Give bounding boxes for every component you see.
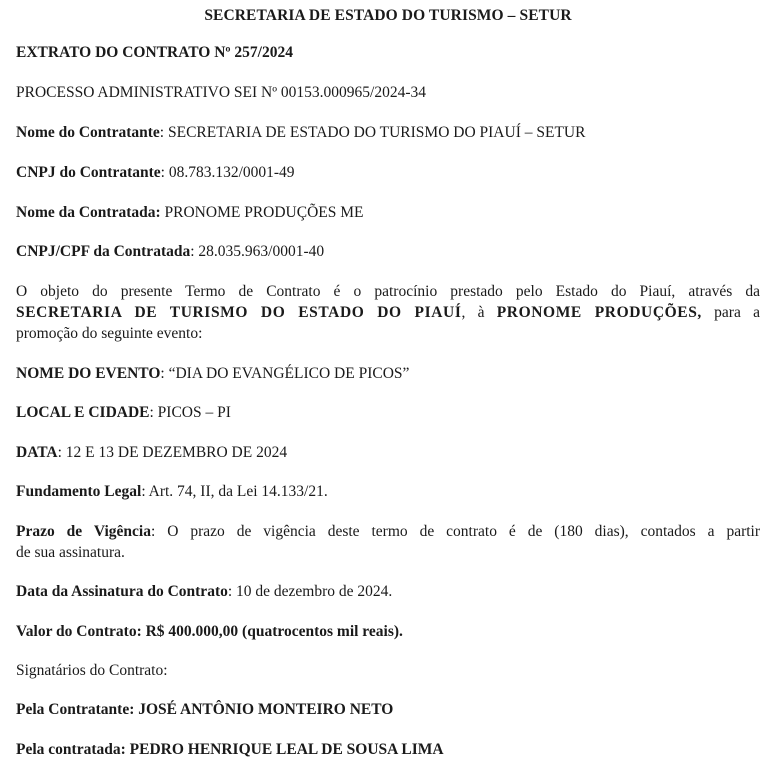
contratada-label: Nome da Contratada:	[16, 204, 161, 221]
signatario-contratada-label: Pela contratada	[16, 741, 121, 758]
data-label: DATA	[16, 444, 58, 461]
contratada-value: PRONOME PRODUÇÕES ME	[160, 204, 364, 221]
objeto-org: SECRETARIA DE TURISMO DO ESTADO DO PIAUÍ	[16, 304, 462, 321]
objeto-line-1: O objeto do presente Termo de Contrato é o patrocínio prestado pelo Estado do Piauí, através da	[16, 283, 760, 300]
local-value: : PICOS – PI	[149, 404, 231, 421]
signatario-contratada-line	[16, 740, 444, 760]
local-line	[16, 403, 231, 423]
objeto-mid: , à	[461, 304, 497, 321]
processo-line: PROCESSO ADMINISTRATIVO SEI Nº 00153.000965/2024-34	[16, 84, 426, 101]
signatarios-title: Signatários do Contrato:	[16, 662, 168, 679]
prazo-paragraph	[16, 521, 760, 563]
contratada-line	[16, 203, 363, 223]
contratante-value: : SECRETARIA DE ESTADO DO TURISMO DO PIAUÍ – SETUR	[159, 124, 586, 141]
prazo-line-2: de sua assinatura.	[16, 544, 125, 561]
objeto-line-3: promoção do seguinte evento:	[16, 325, 203, 342]
prazo-value-1: : O prazo de vigência deste termo de contrato é de (180 dias), contados a partir	[150, 523, 761, 540]
objeto-company: PRONOME PRODUÇÕES,	[496, 304, 702, 321]
document-heading: SECRETARIA DE ESTADO DO TURISMO – SETUR	[204, 7, 572, 24]
cnpj-contratante-line	[16, 163, 295, 183]
data-line	[16, 443, 287, 463]
local-label: LOCAL E CIDADE	[16, 404, 150, 421]
prazo-label: Prazo de Vigência	[16, 523, 151, 540]
nome-evento-label: NOME DO EVENTO	[16, 365, 161, 382]
extrato-title: EXTRATO DO CONTRATO Nº 257/2024	[16, 44, 293, 61]
signatario-contratada-name: : PEDRO HENRIQUE LEAL DE SOUSA LIMA	[120, 741, 444, 758]
assinatura-label: Data da Assinatura do Contrato	[16, 583, 228, 600]
assinatura-value: : 10 de dezembro de 2024.	[227, 583, 393, 600]
objeto-tail: para a	[701, 304, 760, 321]
contratante-label: Nome do Contratante	[16, 124, 160, 141]
cnpj-contratada-line	[16, 242, 324, 262]
nome-evento-line	[16, 364, 409, 384]
nome-evento-value: : “DIA DO EVANGÉLICO DE PICOS”	[160, 365, 410, 382]
prazo-line-1	[16, 521, 760, 542]
cnpj-contratante-value: : 08.783.132/0001-49	[160, 164, 295, 181]
cnpj-contratada-value: : 28.035.963/0001-40	[190, 243, 325, 260]
signatario-contratante-label: Pela Contratante	[16, 701, 130, 718]
fundamento-line	[16, 482, 328, 502]
data-value: : 12 E 13 DE DEZEMBRO DE 2024	[57, 444, 288, 461]
assinatura-line	[16, 582, 392, 602]
valor-line: Valor do Contrato: R$ 400.000,00 (quatrocentos mil reais).	[16, 623, 403, 640]
cnpj-contratada-label: CNPJ/CPF da Contratada	[16, 243, 191, 260]
fundamento-value: : Art. 74, II, da Lei 14.133/21.	[141, 483, 328, 500]
objeto-paragraph	[16, 281, 760, 344]
fundamento-label: Fundamento Legal	[16, 483, 142, 500]
objeto-line-2	[16, 302, 760, 323]
signatario-contratante-name: : JOSÉ ANTÔNIO MONTEIRO NETO	[129, 701, 394, 718]
contratante-line	[16, 123, 585, 143]
cnpj-contratante-label: CNPJ do Contratante	[16, 164, 161, 181]
signatario-contratante-line	[16, 700, 393, 720]
